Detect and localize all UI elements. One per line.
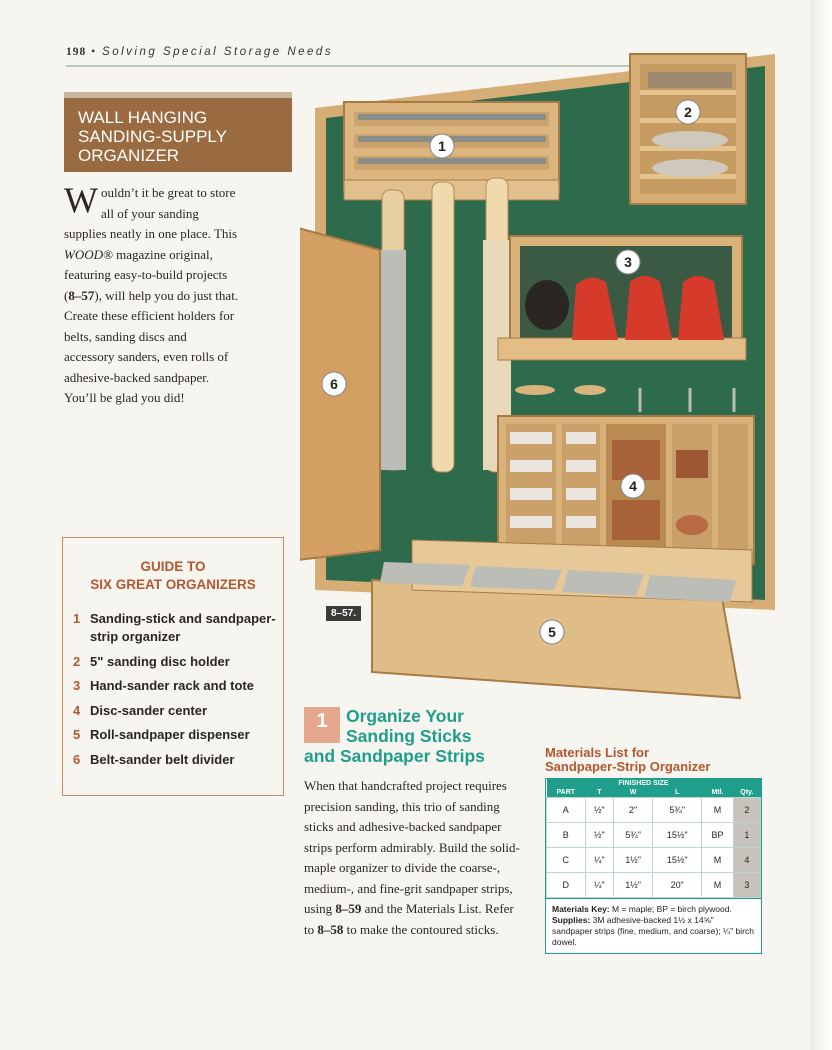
table-row [547, 873, 761, 898]
table-cell: C [547, 848, 586, 873]
callout-label: 1 [438, 138, 446, 154]
table-cell: A [547, 798, 586, 823]
running-title: Solving Special Storage Needs [102, 46, 334, 58]
section-title-line: Organize Your [346, 706, 464, 726]
guide-box [62, 537, 284, 796]
figure-reference: 8–57 [68, 287, 95, 303]
supplies-label: Supplies: [552, 915, 591, 925]
guide-item-number: 4 [73, 702, 81, 718]
table-cell: 3 [733, 873, 760, 898]
callout-5 [540, 620, 564, 644]
guide-item-number: 3 [73, 678, 81, 693]
figure-reference: 8–59 [335, 901, 362, 916]
section-text: to make the contoured sticks. [343, 921, 499, 937]
callout-label: 3 [624, 254, 632, 270]
callout-label: 5 [548, 624, 556, 640]
guide-item-label: Belt-sander belt divider [90, 751, 235, 767]
guide-item-label: Sanding-stick and sandpaper-strip organizer [90, 611, 276, 644]
materials-title-line: Sandpaper-Strip Organizer [545, 759, 711, 774]
section-title [304, 706, 524, 766]
column-header: T [585, 788, 614, 798]
table-cell: 1½" [614, 873, 653, 898]
column-header: PART [547, 788, 586, 798]
intro-text: ouldn’t it be great to store all of your sanding supplies neatly in one place. This [64, 185, 238, 241]
table-cell: M [702, 848, 733, 873]
guide-list [63, 610, 283, 769]
guide-item-label: Disc-sander center [90, 702, 208, 718]
table-row [547, 848, 761, 873]
page-number: 198 [66, 46, 87, 58]
header-bullet: • [91, 46, 98, 58]
guide-item [73, 653, 283, 671]
intro-paragraph [64, 180, 239, 409]
table-row [547, 823, 761, 848]
page-edge [810, 0, 832, 1050]
brand-name: WOOD® [64, 246, 113, 262]
table-cell: 5¾" [653, 798, 702, 823]
table-cell: M [702, 798, 733, 823]
table-cell: M [702, 873, 733, 898]
section-text: When that handcrafted project requires precision sanding, this trio of sanding sticks and adhesive-backed sandpaper strips perform admirably. Build the solid-maple organizer to divide the coarse-, medium-, and fine-grit sandpaper strips, using [304, 778, 520, 916]
table-cell: 2 [733, 798, 760, 823]
callout-3 [616, 250, 640, 274]
section-number: 1 [304, 707, 340, 743]
callout-2 [676, 100, 700, 124]
guide-item-number: 5 [73, 727, 81, 742]
title-line: SANDING-SUPPLY [78, 127, 227, 146]
title-line: ORGANIZER [78, 146, 180, 165]
table-row [547, 798, 761, 823]
table-cell: ¼" [585, 848, 614, 873]
guide-item-number: 6 [73, 751, 81, 767]
table-cell: 1 [733, 823, 760, 848]
table-cell: D [547, 873, 586, 898]
table-cell: 5¾" [614, 823, 653, 848]
callout-label: 6 [330, 376, 338, 392]
table-cell: 15½" [653, 823, 702, 848]
table-cell: ¼" [585, 873, 614, 898]
table-cell: 15½" [653, 848, 702, 873]
section-title-line: Sanding Sticks [346, 726, 472, 746]
table-cell: ½" [585, 823, 614, 848]
table-cell: 4 [733, 848, 760, 873]
table-cell: B [547, 823, 586, 848]
section-title-line: and Sandpaper Strips [304, 746, 485, 766]
organizer-photo [300, 50, 795, 700]
materials-title-line: Materials List for [545, 745, 650, 760]
guide-title [63, 558, 283, 594]
figure-reference-tag: 8–57. [326, 606, 361, 621]
figure-reference: 8–58 [317, 921, 344, 937]
guide-item [73, 610, 283, 646]
column-header: W [614, 788, 653, 798]
article-title [64, 92, 292, 172]
callout-1 [430, 134, 454, 158]
title-line: WALL HANGING [78, 108, 208, 127]
table-cell: 2" [614, 798, 653, 823]
drop-cap: W [64, 180, 98, 220]
guide-item-label: Roll-sandpaper dispenser [90, 727, 250, 742]
table-cell: ½" [585, 798, 614, 823]
guide-item-label: 5" sanding disc holder [90, 653, 230, 669]
callout-label: 2 [684, 104, 692, 120]
column-header: L [653, 788, 702, 798]
section-text: and the Materials List. Refer to [304, 901, 514, 937]
table-cell: 1½" [614, 848, 653, 873]
column-header: Qty. [733, 788, 760, 798]
supplies-text: 3M adhesive-backed 1½ x 14⅝" sandpaper strips (fine, medium, and coarse); ¼" birch dowel. [552, 915, 754, 947]
guide-item-number: 1 [73, 611, 81, 626]
materials-table [545, 778, 762, 954]
materials-title [545, 746, 765, 774]
callout-label: 4 [629, 478, 637, 494]
intro-text: ), will help you do just that. Create these efficient holders for belts, sanding discs and accessory sanders, even rolls of adhesive-backed sandpaper. You’ll be glad you did! [64, 287, 239, 405]
guide-item-label: Hand-sander rack and tote [90, 678, 254, 693]
callout-6 [322, 372, 346, 396]
table-cell: BP [702, 823, 733, 848]
guide-item [73, 751, 283, 769]
intro-text: magazine original, featuring easy-to-build projects ( [64, 246, 228, 303]
guide-item [73, 726, 283, 744]
materials-key [546, 898, 761, 953]
callout-4 [621, 474, 645, 498]
guide-item [73, 702, 283, 720]
guide-item [73, 677, 283, 695]
column-header: Mtl. [702, 788, 733, 798]
guide-item-number: 2 [73, 653, 81, 669]
key-text: M = maple; BP = birch plywood. [609, 904, 732, 914]
group-header: FINISHED SIZE [585, 779, 702, 788]
table-cell: 20" [653, 873, 702, 898]
sanding-stick [432, 182, 454, 472]
guide-title-line: GUIDE TO [140, 559, 206, 574]
section-body [304, 776, 520, 940]
guide-title-line: SIX GREAT ORGANIZERS [90, 577, 256, 592]
key-label: Materials Key: [552, 904, 610, 914]
